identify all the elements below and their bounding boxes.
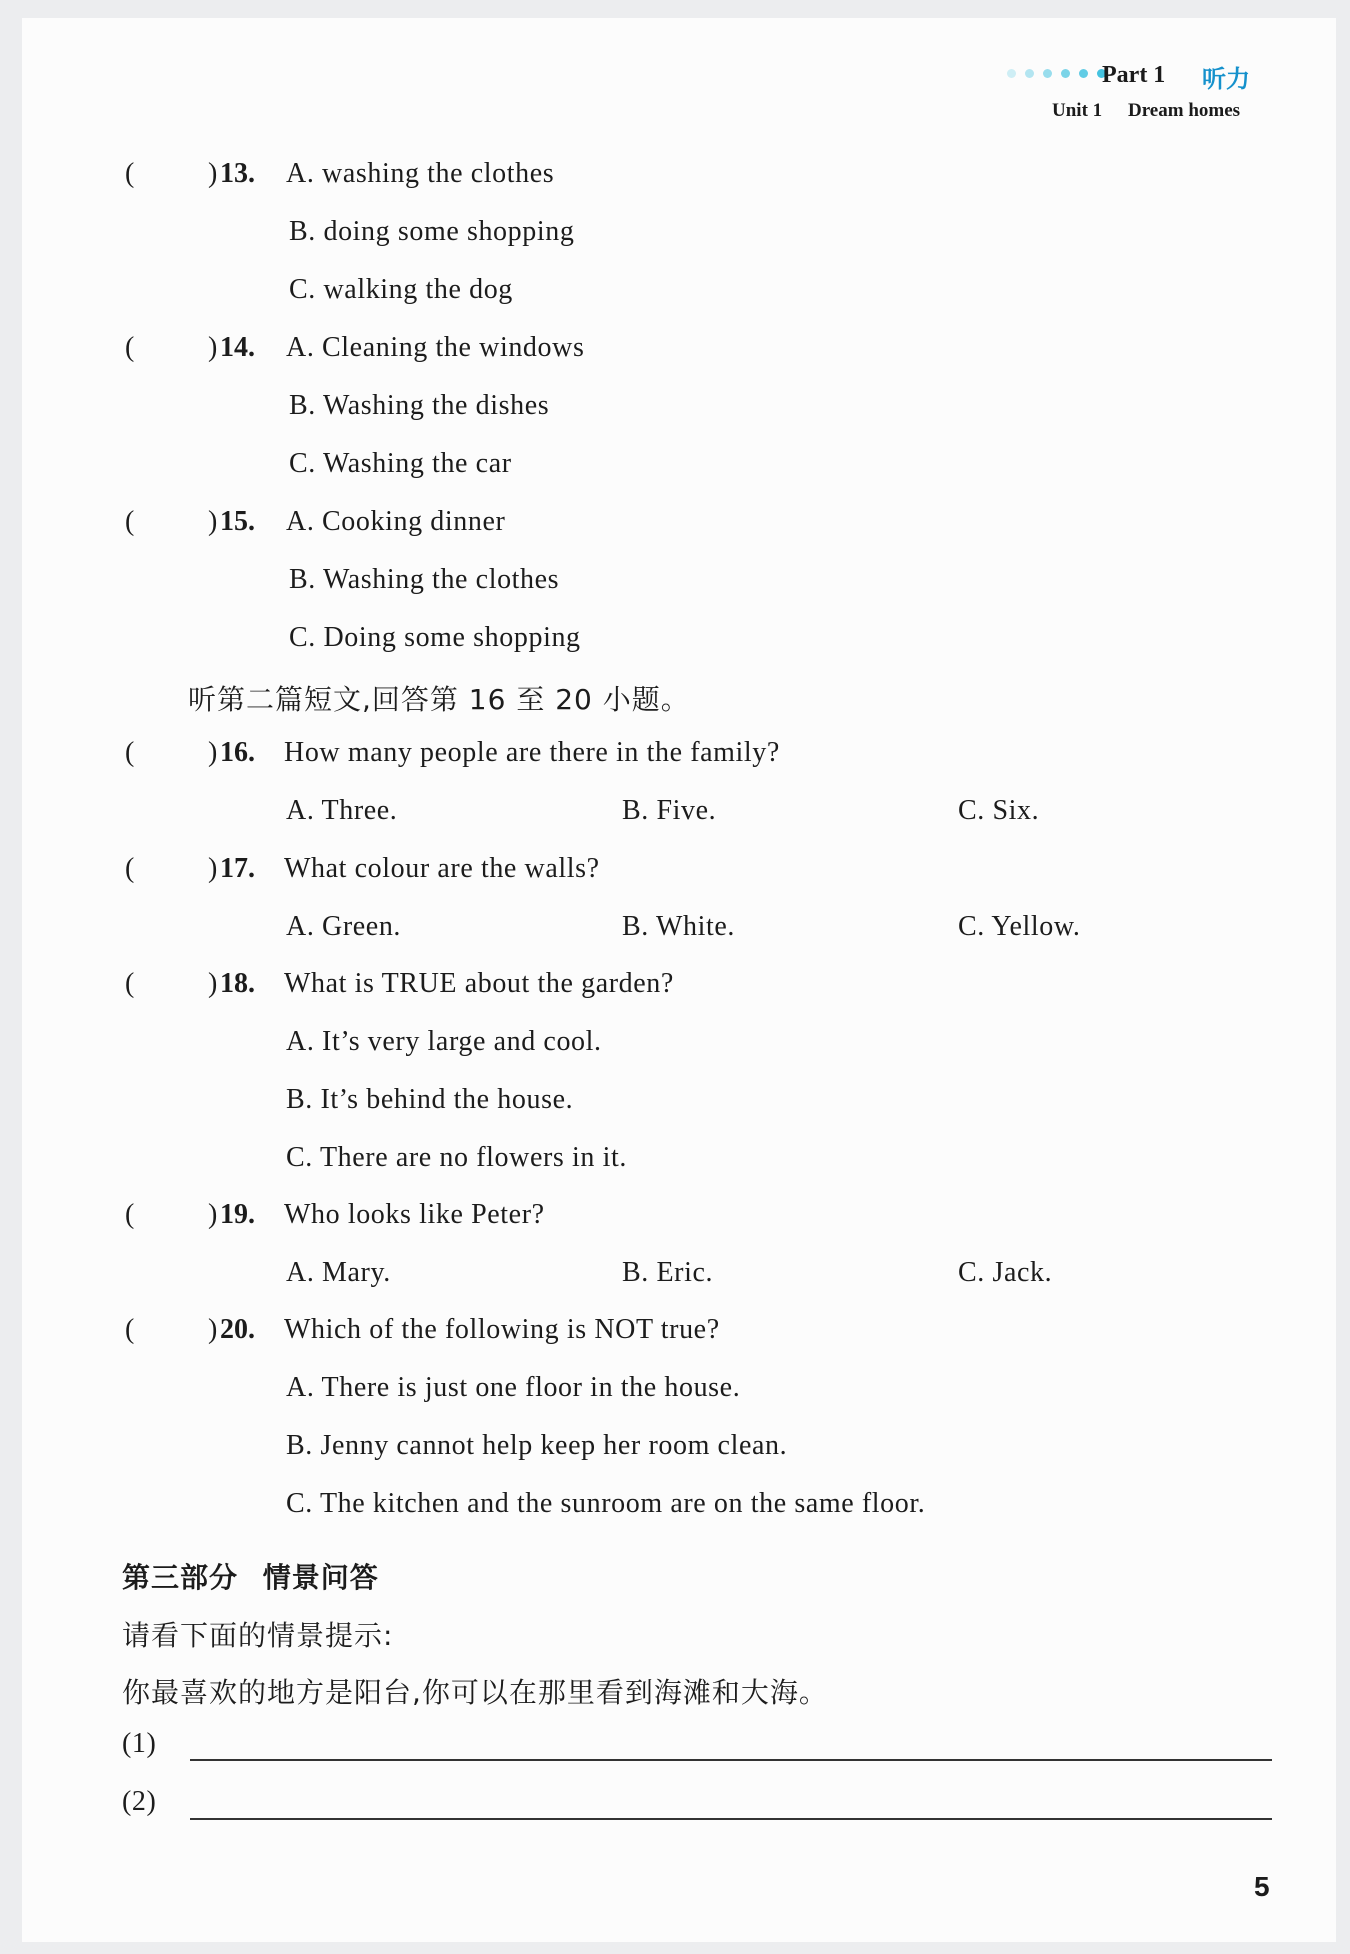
question-text: Who looks like Peter? — [284, 1199, 545, 1230]
option-a: A. Mary. — [286, 1257, 391, 1288]
page-number: 5 — [1254, 1871, 1270, 1902]
answer-paren-close: ) — [208, 1314, 218, 1345]
part-3-prompt: 请看下面的情景提示: — [122, 1619, 394, 1652]
question-text: Which of the following is NOT true? — [284, 1314, 720, 1345]
header-topic: Dream homes — [1128, 100, 1241, 121]
answer-paren-open[interactable]: ( — [125, 968, 135, 999]
header-section: 听力 — [1202, 65, 1250, 93]
option-b: B. Washing the clothes — [289, 564, 560, 595]
option-c: C. Washing the car — [289, 448, 512, 479]
blank-label: (2) — [122, 1786, 157, 1817]
option-b: B. Eric. — [622, 1257, 714, 1288]
answer-line[interactable] — [190, 1818, 1272, 1820]
answer-paren-close: ) — [208, 853, 218, 884]
question-number: 17. — [220, 853, 255, 884]
option-a: A. There is just one floor in the house. — [286, 1372, 741, 1403]
question-number: 16. — [220, 737, 255, 768]
header-unit: Unit 1 — [1052, 100, 1103, 121]
option-b: B. Washing the dishes — [289, 390, 550, 421]
option-b: B. doing some shopping — [289, 216, 575, 247]
option-b: B. White. — [622, 911, 735, 942]
part-3-title: 第三部分 情景问答 — [122, 1561, 379, 1594]
option-a: A. Three. — [286, 795, 398, 826]
question-number: 13. — [220, 158, 255, 189]
option-a: A. Cooking dinner — [286, 506, 506, 537]
question-number: 18. — [220, 968, 255, 999]
answer-paren-close: ) — [208, 332, 218, 363]
answer-paren-close: ) — [208, 737, 218, 768]
answer-paren-open[interactable]: ( — [125, 506, 135, 537]
option-a: A. washing the clothes — [286, 158, 555, 189]
question-text: What is TRUE about the garden? — [284, 968, 674, 999]
answer-paren-open[interactable]: ( — [125, 1199, 135, 1230]
option-c: C. The kitchen and the sunroom are on the same floor. — [286, 1488, 926, 1519]
option-c: C. walking the dog — [289, 274, 513, 305]
option-b: B. Jenny cannot help keep her room clean. — [286, 1430, 788, 1461]
option-b: B. Five. — [622, 795, 717, 826]
question-number: 19. — [220, 1199, 255, 1230]
question-number: 14. — [220, 332, 255, 363]
answer-paren-open[interactable]: ( — [125, 158, 135, 189]
answer-paren-close: ) — [208, 158, 218, 189]
passage-2-instruction: 听第二篇短文,回答第 16 至 20 小题。 — [188, 683, 690, 716]
question-number: 15. — [220, 506, 255, 537]
option-c: C. There are no flowers in it. — [286, 1142, 627, 1173]
header-dots — [1007, 69, 1106, 78]
option-a: A. Green. — [286, 911, 402, 942]
header-part: Part 1 — [1102, 62, 1166, 88]
answer-paren-close: ) — [208, 506, 218, 537]
question-text: What colour are the walls? — [284, 853, 600, 884]
question-number: 20. — [220, 1314, 255, 1345]
blank-label: (1) — [122, 1728, 157, 1759]
answer-paren-open[interactable]: ( — [125, 853, 135, 884]
option-c: C. Yellow. — [958, 911, 1081, 942]
question-text: How many people are there in the family? — [284, 737, 780, 768]
workbook-page — [22, 18, 1336, 1942]
option-c: C. Doing some shopping — [289, 622, 581, 653]
answer-line[interactable] — [190, 1759, 1272, 1761]
answer-paren-open[interactable]: ( — [125, 1314, 135, 1345]
answer-paren-close: ) — [208, 1199, 218, 1230]
answer-paren-close: ) — [208, 968, 218, 999]
option-c: C. Six. — [958, 795, 1040, 826]
answer-paren-open[interactable]: ( — [125, 737, 135, 768]
answer-paren-open[interactable]: ( — [125, 332, 135, 363]
option-b: B. It’s behind the house. — [286, 1084, 574, 1115]
option-a: A. It’s very large and cool. — [286, 1026, 602, 1057]
part-3-scenario: 你最喜欢的地方是阳台,你可以在那里看到海滩和大海。 — [122, 1676, 828, 1709]
option-a: A. Cleaning the windows — [286, 332, 585, 363]
option-c: C. Jack. — [958, 1257, 1053, 1288]
